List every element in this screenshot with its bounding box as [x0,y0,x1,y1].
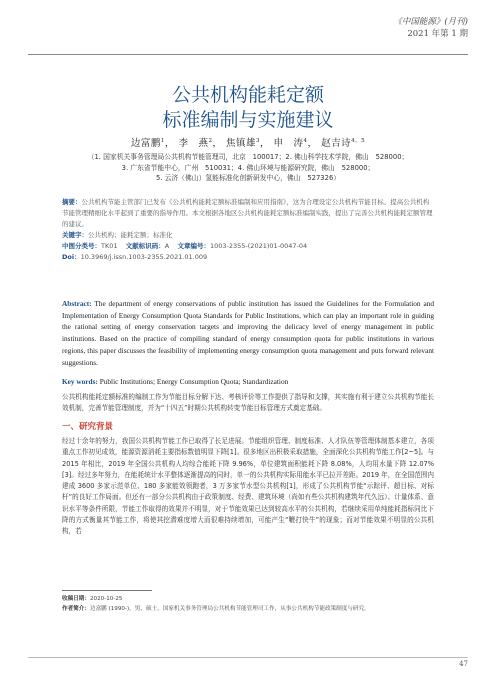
keywords-label: 关键字： [62,231,88,239]
english-abstract-text: The department of energy conservations of public institution has issued the Guidelines for the Formulation and Implementation of Energy Consumption Quota Standards for Public Institutions, which can play an important role in guiding the rational setting of energy conservation targets and improving the delicacy level of energy management in public institutions. Based on the practice of compiling standard of energy consumption quota for public institutions in various regions, this paper discusses the feasibility of implementing energy consumption quota management and puts forward relevant suggestions. [62,299,434,367]
affiliation-line: 3. 广东省节能中心，广州 510031；4. 佛山环境与能源研究院，佛山 528000； [121,163,375,172]
abstract-text: 公共机构节能主管部门已发布《公共机构能耗定额标准编制和应用指南》，这为合理设定公共机构节能目标、提高公共机构节能管理精细化水平起到了重要的指导作用。本文根据各地区公共机构能耗定额标准编制实践，提出了完善公共机构能耗定额管理的建议。 [62,198,433,228]
abstract-label: 摘要： [62,198,82,206]
paper-title [0,83,496,133]
author: 边富鹏$^1$ [130,137,165,149]
english-abstract [62,298,434,368]
journal-header [393,16,468,40]
chinese-keywords [62,230,434,241]
author-bio: 作者简介：边富鹏 (1990-)，男，硕士，国家机关事务管理局公共机构节能管理司工作，从事公共机构节能政策制度与研究。 [62,606,370,612]
footnote-rule [62,590,152,591]
section-paragraph: 经过十余年的努力，我国公共机构节能工作已取得了长足进展。节能组织管理、制度标准、人才队伍等管理体制基本建立，各项重点工作初见成效，能源资源消耗主要指标数值明显下降[1]。很多地区出积极采取措施，全面深化公共机构节能工作[2~5]。与 2015 年相比，2019 年全国公共机构人均综合能耗下降 9.96%，单位建筑面积能耗下降 8.08%，人均用水量下降 12.07%[3]。经过多年努力，在能耗统计水平整体逐渐提高的同时，单一的公共机构实际用能水平已拉开差距。2019 年，在全国范围内建成 3600 多家示范单位、180 多家能效领跑者，3 万多家节水型公共机构[1]，形成了公共机构节能“示踪评、超目标、对标杆”的良好工作局面。但还有一部分公共机构由于政策制度、经费、建筑环境（尚如有些公共机构建筑年代久远）、计量体系、意识水平等条件所限，节能工作取得的效果并不明显，对于节能效果已达到较高水平的公共机构，若继续采用单纯能耗指标同比下降的方式衡量其节能工作，将使其挖潜难度增大而很难持续增加，可能产生“鞭打快牛”的现象；而对节能效果不明显的公共机构，若 [62,437,434,536]
english-keywords-label: Key words: [62,377,98,386]
author: 李 燕$^2$ [178,137,213,149]
author-list: 边富鹏$^1$， 李 燕$^2$， 焦镇雄$^3$， 申 涛$^4$， 赵吉诗$^{4,5}$ [130,137,366,149]
header-rule [28,54,468,55]
english-keywords-text: Public Institutions; Energy Consumption Quota; Standardization [99,377,289,386]
title-line-2: 标准编制与实施建议 [162,109,334,131]
english-keywords [62,377,434,386]
english-abstract-label: Abstract: [62,299,92,308]
footnote [62,594,434,614]
journal-name: 《中国能源》(月刊) [393,17,468,27]
author: 焦镇雄$^3$ [225,137,260,149]
section-heading: 一、研究背景 [62,422,114,432]
affiliation-line: 5. 云济（佛山）氢能标准化创新研发中心，佛山 527326） [155,174,341,182]
journal-issue: 2021 年第 1 期 [407,29,468,39]
affiliations [50,152,446,184]
page-number: 47 [459,660,468,668]
doi-line: Doi：10.3969/j.issn.1003-2355.2021.01.009 [62,253,208,261]
author: 申 涛$^4$ [273,137,308,149]
author: 赵吉诗$^{4,5}$ [321,137,366,149]
chinese-abstract-block [62,197,434,263]
chinese-abstract [62,197,434,230]
footer-rule [28,657,468,658]
title-line-1: 公共机构能耗定额 [171,84,324,106]
received-date: 收稿日期：2020-10-25 [62,596,123,602]
doi-link[interactable]: 10.3969/j.issn.1003-2355.2021.01.009 [80,253,208,261]
classification-line: 中图分类号：TK01 文献标识码：A 文章编号：1003-2355-(2021)01-0047-04 [62,242,308,250]
keywords-text: 公共机构；能耗定额；标准化 [88,231,173,239]
intro-paragraph: 公共机构能耗定额标准的编制工作为节能目标分解下达、考核评价等工作提供了指导和支撑，其实施有利于建立公共机构节能长效机制，完善节能管理制度，并为“十四五”时期公共机构转变节能目标管理方式奠定基础。 [62,393,434,413]
affiliation-line: （1. 国家机关事务管理局公共机构节能管理司，北京 100017；2. 佛山科学技术学院，佛山 528000； [87,153,409,161]
